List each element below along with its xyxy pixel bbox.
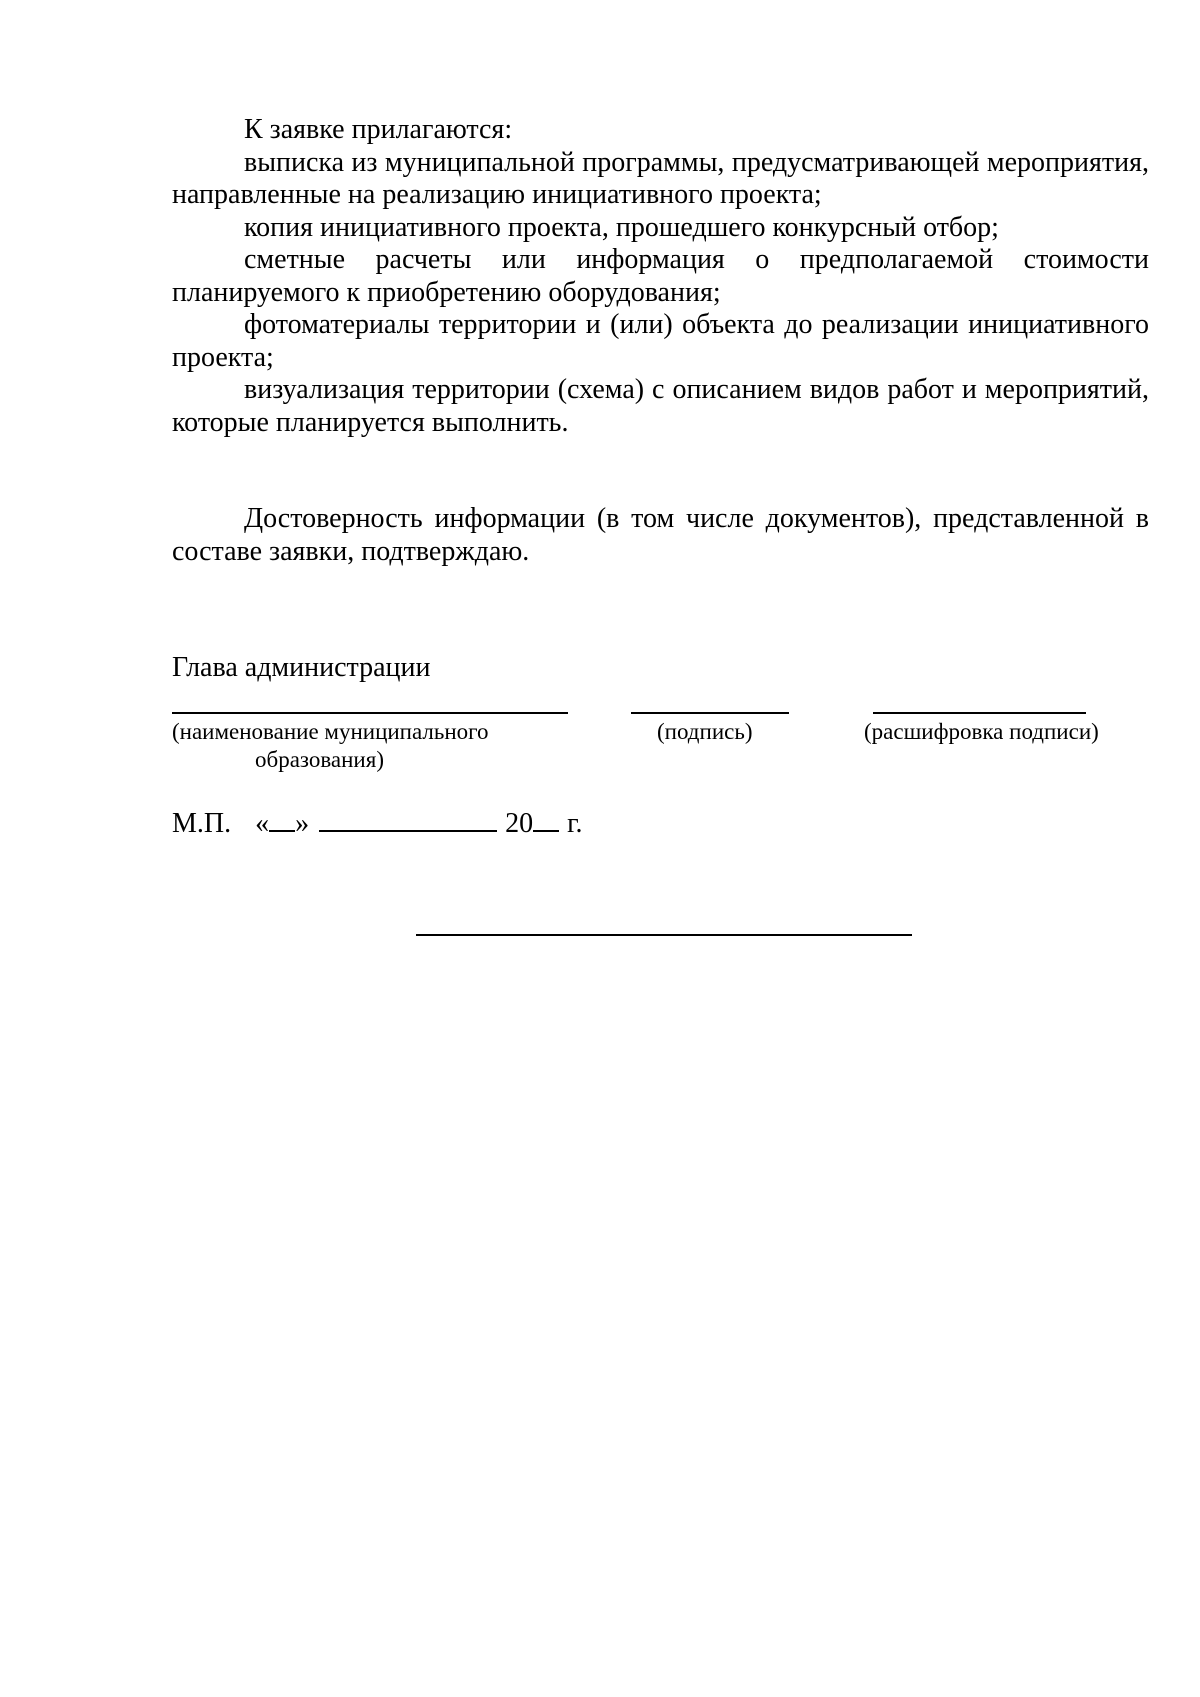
open-quote: «	[255, 808, 270, 839]
attachment-item: сметные расчеты или информация о предполагаемой стоимости планируемого к приобретению оборудования;	[172, 244, 1149, 308]
municipality-name-line	[172, 712, 568, 714]
attachment-item: визуализация территории (схема) с описанием видов работ и мероприятий, которые планируется выполнить.	[172, 374, 1149, 438]
signature-line	[631, 712, 789, 714]
stamp-date-line	[172, 806, 582, 840]
month-blank	[319, 806, 497, 832]
municipality-caption-line2: образования)	[255, 747, 384, 772]
day-blank	[269, 806, 295, 832]
attachments-heading: К заявке прилагаются:	[244, 114, 513, 145]
close-quote: »	[295, 808, 310, 839]
end-separator-line	[416, 934, 912, 936]
signature-decoding-line	[873, 712, 1086, 714]
municipality-caption: (наименование муниципального	[172, 719, 489, 744]
attachments-section	[172, 114, 1149, 439]
year-prefix: 20	[505, 808, 534, 839]
confirmation-section	[172, 503, 1149, 568]
stamp-label: М.П.	[172, 808, 232, 839]
year-suffix: г.	[567, 808, 583, 839]
attachment-item: копия инициативного проекта, прошедшего конкурсный отбор;	[244, 211, 999, 243]
decoding-caption: (расшифровка подписи)	[864, 719, 1099, 744]
confirmation-text: Достоверность информации (в том числе документов), представленной в составе заявки, подтверждаю.	[172, 503, 1149, 567]
signatory-title: Глава администрации	[172, 652, 431, 683]
attachment-item: выписка из муниципальной программы, предусматривающей мероприятия, направленные на реализацию инициативного проекта;	[172, 146, 1149, 210]
signature-caption: (подпись)	[657, 719, 753, 744]
year-blank	[533, 806, 559, 832]
attachment-item: фотоматериалы территории и (или) объекта до реализации инициативного проекта;	[172, 309, 1149, 373]
